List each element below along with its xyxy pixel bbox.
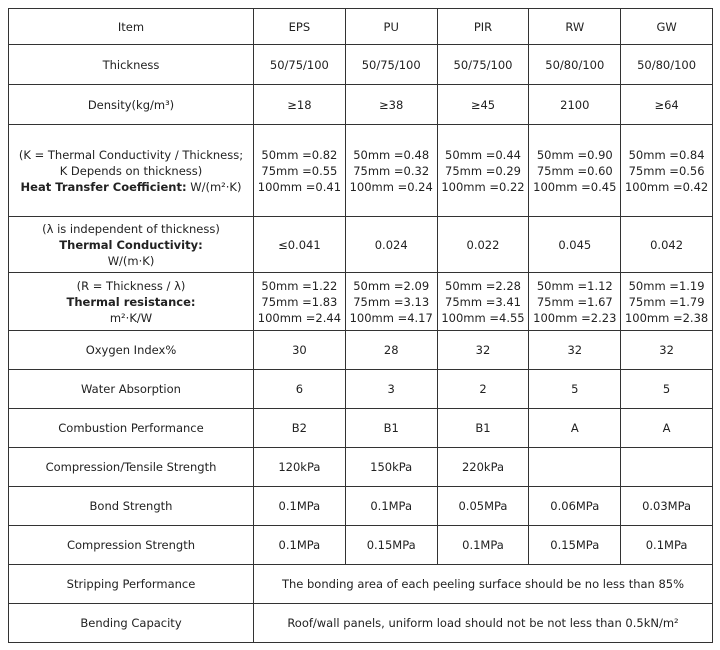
row-label-bold-part: Heat Transfer Coefficient: (20, 179, 187, 194)
cell-density-pu: ≥38 (345, 85, 437, 125)
row-label-stripping-performance (9, 565, 254, 604)
insulation-spec-table (8, 8, 713, 643)
cell-thermal-resistance-pir (437, 273, 529, 331)
row-label-line: Bending Capacity (80, 616, 182, 630)
cell-oxygen-index-eps: 30 (254, 331, 346, 370)
row-label-line: Thermal resistance: (66, 294, 196, 309)
table-row-heat-transfer-coefficient (9, 125, 713, 217)
table-row-compression-tensile-strength (9, 448, 713, 487)
header-rw: RW (529, 9, 621, 45)
cell-oxygen-index-pu: 28 (345, 331, 437, 370)
cell-line: 100mm =2.38 (624, 310, 709, 325)
row-label-compression-strength (9, 526, 254, 565)
cell-thermal-conductivity-eps: ≤0.041 (254, 217, 346, 273)
row-label-density (9, 85, 254, 125)
row-label-oxygen-index (9, 331, 254, 370)
cell-thickness-pir: 50/75/100 (437, 45, 529, 85)
cell-water-absorption-rw: 5 (529, 370, 621, 409)
cell-line: 50mm =0.90 (536, 147, 613, 162)
row-label-line: Oxygen Index% (85, 343, 177, 357)
cell-compression-strength-pir: 0.1MPa (437, 526, 529, 565)
cell-line: 75mm =1.67 (536, 294, 613, 309)
row-label-line: Stripping Performance (66, 577, 196, 591)
row-label-line: Density(kg/m³) (87, 97, 175, 112)
cell-thermal-resistance-pu (345, 273, 437, 331)
table-row-thickness (9, 45, 713, 85)
cell-bond-strength-gw: 0.03MPa (621, 487, 713, 526)
cell-thickness-eps: 50/75/100 (254, 45, 346, 85)
table-row-water-absorption (9, 370, 713, 409)
cell-line: 100mm =4.55 (441, 310, 525, 325)
row-label-line: Combustion Performance (58, 421, 204, 435)
cell-thermal-conductivity-pu: 0.024 (345, 217, 437, 273)
row-label-line: K Depends on thickness) (59, 163, 203, 178)
cell-density-pir: ≥45 (437, 85, 529, 125)
table-row-compression-strength (9, 526, 713, 565)
cell-thermal-conductivity-rw: 0.045 (529, 217, 621, 273)
row-label-bond-strength (9, 487, 254, 526)
cell-heat-transfer-coefficient-pir (437, 125, 529, 217)
cell-combustion-performance-gw: A (621, 409, 713, 448)
cell-compression-tensile-strength-gw (621, 448, 713, 487)
spec-table-container (8, 8, 712, 643)
row-label-unit-part: W/(m²·K) (186, 179, 242, 194)
row-label-compression-tensile-strength (9, 448, 254, 487)
cell-compression-strength-gw: 0.1MPa (621, 526, 713, 565)
cell-line: 50mm =0.44 (445, 147, 521, 162)
row-label-thermal-resistance (9, 273, 254, 331)
row-label-line: Thickness (102, 57, 160, 72)
cell-compression-tensile-strength-pu: 150kPa (345, 448, 437, 487)
cell-line: 50mm =2.28 (445, 278, 521, 293)
cell-oxygen-index-gw: 32 (621, 331, 713, 370)
cell-thermal-conductivity-gw: 0.042 (621, 217, 713, 273)
row-label-bending-capacity (9, 604, 254, 643)
cell-line: 75mm =0.60 (536, 163, 613, 178)
row-label-line: Water Absorption (81, 382, 181, 396)
cell-combustion-performance-pir: B1 (437, 409, 529, 448)
table-row-thermal-resistance (9, 273, 713, 331)
cell-line: 75mm =1.79 (628, 294, 705, 309)
cell-thermal-resistance-rw (529, 273, 621, 331)
cell-thermal-resistance-gw (621, 273, 713, 331)
cell-oxygen-index-pir: 32 (437, 331, 529, 370)
cell-heat-transfer-coefficient-pu (345, 125, 437, 217)
row-label-line: Bond Strength (89, 499, 173, 513)
cell-oxygen-index-rw: 32 (529, 331, 621, 370)
cell-water-absorption-pir: 2 (437, 370, 529, 409)
cell-combustion-performance-pu: B1 (345, 409, 437, 448)
cell-line: 50mm =1.12 (536, 278, 613, 293)
cell-heat-transfer-coefficient-gw (621, 125, 713, 217)
row-label-line: Compression/Tensile Strength (45, 460, 217, 474)
cell-density-eps: ≥18 (254, 85, 346, 125)
cell-line: 75mm =3.13 (353, 294, 430, 309)
row-label-line: (R = Thickness / λ) (76, 278, 186, 293)
row-label-thickness (9, 45, 254, 85)
cell-line: 50mm =0.48 (353, 147, 430, 162)
merged-value-stripping-performance: The bonding area of each peeling surface should be no less than 85% (254, 565, 713, 604)
cell-line: 100mm =0.22 (441, 179, 525, 194)
cell-bond-strength-pir: 0.05MPa (437, 487, 529, 526)
cell-line: 100mm =2.44 (257, 310, 342, 325)
cell-line: 75mm =0.32 (353, 163, 430, 178)
table-row-stripping-performance (9, 565, 713, 604)
table-row-bond-strength (9, 487, 713, 526)
cell-bond-strength-pu: 0.1MPa (345, 487, 437, 526)
header-pu: PU (345, 9, 437, 45)
cell-compression-strength-pu: 0.15MPa (345, 526, 437, 565)
cell-thermal-resistance-eps (254, 273, 346, 331)
cell-water-absorption-eps: 6 (254, 370, 346, 409)
cell-combustion-performance-rw: A (529, 409, 621, 448)
cell-line: 50mm =0.84 (628, 147, 705, 162)
cell-thickness-rw: 50/80/100 (529, 45, 621, 85)
cell-line: 100mm =0.24 (349, 179, 433, 194)
cell-compression-strength-rw: 0.15MPa (529, 526, 621, 565)
header-gw: GW (621, 9, 713, 45)
cell-bond-strength-eps: 0.1MPa (254, 487, 346, 526)
cell-thermal-conductivity-pir: 0.022 (437, 217, 529, 273)
cell-thickness-gw: 50/80/100 (621, 45, 713, 85)
cell-line: 50mm =1.22 (261, 278, 338, 293)
cell-line: 50mm =2.09 (353, 278, 430, 293)
cell-line: 75mm =0.55 (261, 163, 338, 178)
cell-line: 100mm =0.45 (533, 179, 617, 194)
header-pir: PIR (437, 9, 529, 45)
cell-density-gw: ≥64 (621, 85, 713, 125)
cell-line: 100mm =0.42 (624, 179, 709, 194)
row-label-line: (λ is independent of thickness) (42, 221, 220, 236)
cell-line: 50mm =0.82 (261, 147, 338, 162)
table-row-bending-capacity (9, 604, 713, 643)
cell-line: 75mm =3.41 (445, 294, 521, 309)
row-label-thermal-conductivity (9, 217, 254, 273)
table-body (9, 45, 713, 643)
header-item: Item (9, 9, 254, 45)
cell-compression-tensile-strength-eps: 120kPa (254, 448, 346, 487)
cell-line: 75mm =0.56 (628, 163, 705, 178)
cell-line: 100mm =4.17 (349, 310, 433, 325)
cell-compression-strength-eps: 0.1MPa (254, 526, 346, 565)
table-row-thermal-conductivity (9, 217, 713, 273)
table-row-density (9, 85, 713, 125)
row-label-line: (K = Thermal Conductivity / Thickness; (18, 147, 244, 162)
row-label-heat-transfer-coefficient (9, 125, 254, 217)
cell-water-absorption-gw: 5 (621, 370, 713, 409)
row-label-line: Compression Strength (66, 538, 196, 552)
cell-density-rw: 2100 (529, 85, 621, 125)
row-label-combustion-performance (9, 409, 254, 448)
merged-value-bending-capacity: Roof/wall panels, uniform load should not be not less than 0.5kN/m² (254, 604, 713, 643)
cell-water-absorption-pu: 3 (345, 370, 437, 409)
cell-compression-tensile-strength-pir: 220kPa (437, 448, 529, 487)
cell-line: 100mm =2.23 (533, 310, 617, 325)
cell-line: 75mm =1.83 (261, 294, 338, 309)
cell-bond-strength-rw: 0.06MPa (529, 487, 621, 526)
row-label-line (11, 179, 251, 195)
cell-line: 100mm =0.41 (257, 179, 342, 194)
table-row-oxygen-index (9, 331, 713, 370)
cell-heat-transfer-coefficient-eps (254, 125, 346, 217)
row-label-line: W/(m·K) (107, 253, 155, 268)
cell-line: 50mm =1.19 (628, 278, 705, 293)
row-label-line: m²·K/W (109, 310, 153, 325)
row-label-line: Thermal Conductivity: (59, 237, 203, 252)
row-label-water-absorption (9, 370, 254, 409)
header-eps: EPS (254, 9, 346, 45)
table-row-combustion-performance (9, 409, 713, 448)
cell-line: 75mm =0.29 (445, 163, 521, 178)
cell-compression-tensile-strength-rw (529, 448, 621, 487)
cell-combustion-performance-eps: B2 (254, 409, 346, 448)
header-row (9, 9, 713, 45)
cell-heat-transfer-coefficient-rw (529, 125, 621, 217)
cell-thickness-pu: 50/75/100 (345, 45, 437, 85)
